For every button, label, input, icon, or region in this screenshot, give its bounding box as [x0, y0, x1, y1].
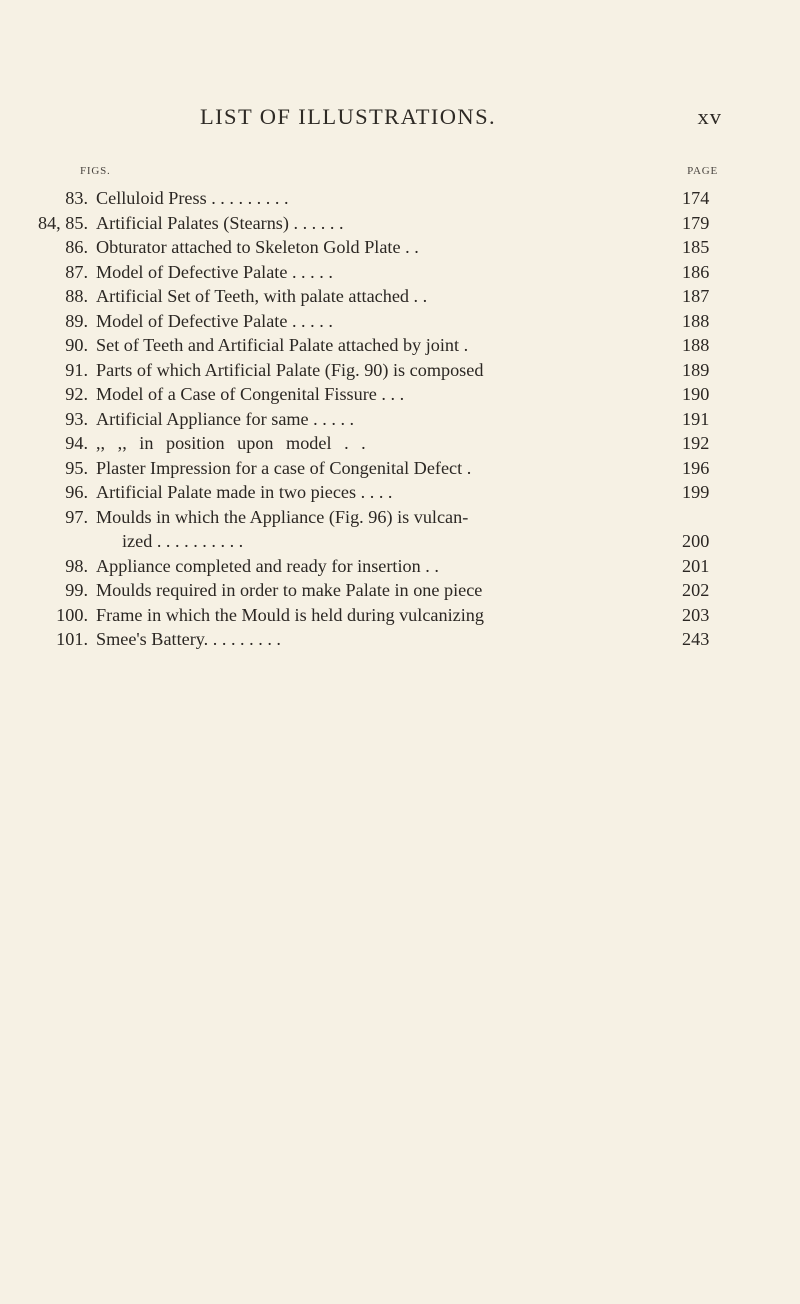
page-ref: 188: [682, 335, 710, 355]
illustration-title: Artificial Appliance for same . . . . .: [96, 408, 355, 429]
figs-column-label: FIGS.: [80, 165, 111, 177]
fig-number: 97.: [65, 506, 88, 527]
illustration-title: Artificial Palates (Stearns) . . . . . .: [96, 212, 344, 233]
fig-number: 92.: [65, 384, 88, 404]
list-item: [0, 456, 800, 481]
illustration-title: Smee's Battery. . . . . . . . .: [96, 629, 281, 649]
list-item: [0, 480, 800, 505]
running-head: [0, 104, 800, 134]
fig-number: 86.: [65, 237, 88, 257]
page-ref: 192: [682, 433, 710, 453]
page-ref: 200: [682, 531, 710, 551]
page-ref: 191: [682, 408, 710, 429]
fig-number: 93.: [65, 408, 88, 429]
fig-number: 100.: [56, 604, 88, 625]
illustration-title: Frame in which the Mould is held during vulcanizing: [96, 604, 484, 625]
fig-number: 98.: [65, 555, 88, 576]
fig-number: 96.: [65, 482, 88, 502]
illustration-title: Obturator attached to Skeleton Gold Plate . .: [96, 237, 419, 257]
list-item: [0, 603, 800, 628]
illustration-title: Moulds in which the Appliance (Fig. 96) is vulcan-: [96, 506, 469, 527]
page-ref: 189: [682, 359, 710, 380]
page-ref: 202: [682, 580, 710, 600]
page-ref: 188: [682, 310, 710, 331]
page-title: LIST OF ILLUSTRATIONS.: [200, 104, 497, 129]
list-item: [0, 358, 800, 383]
page-ref: 196: [682, 457, 710, 478]
illustration-title: Moulds required in order to make Palate in one piece: [96, 580, 483, 600]
illustration-title: Celluloid Press . . . . . . . . .: [96, 188, 289, 208]
illustration-title: Appliance completed and ready for insertion . .: [96, 555, 439, 576]
illustration-title: Artificial Palate made in two pieces . . . .: [96, 482, 393, 502]
column-labels: [0, 165, 800, 181]
page-ref: 201: [682, 555, 710, 576]
fig-number: 101.: [56, 629, 88, 649]
illustration-title: Model of a Case of Congenital Fissure . . .: [96, 384, 405, 404]
illustration-title: Set of Teeth and Artificial Palate attached by joint .: [96, 335, 469, 355]
page-ref: 190: [682, 384, 710, 404]
fig-number: 91.: [65, 359, 88, 380]
page-ref: 199: [682, 482, 710, 502]
list-item: [0, 382, 800, 407]
list-item: [0, 333, 800, 358]
illustration-title: Plaster Impression for a case of Congenital Defect .: [96, 457, 472, 478]
page-number: xv: [697, 104, 722, 129]
fig-number: 90.: [65, 335, 88, 355]
page-ref: 203: [682, 604, 710, 625]
list-item: [0, 431, 800, 456]
fig-number: 95.: [65, 457, 88, 478]
list-item: [0, 260, 800, 285]
list-item: [0, 554, 800, 579]
list-item: [0, 505, 800, 530]
fig-number: 88.: [65, 286, 88, 306]
illustration-title: Model of Defective Palate . . . . .: [96, 310, 333, 331]
list-item: [0, 627, 800, 652]
illustration-title: ized . . . . . . . . . .: [122, 531, 244, 551]
list-item: [0, 235, 800, 260]
list-item: [0, 407, 800, 432]
list-item: [0, 529, 800, 554]
fig-number: 99.: [65, 580, 88, 600]
fig-number: 83.: [65, 188, 88, 208]
page-ref: 243: [682, 629, 710, 649]
list-item: [0, 309, 800, 334]
page-column-label: PAGE: [687, 165, 718, 177]
illustration-title: Model of Defective Palate . . . . .: [96, 261, 333, 282]
illustration-title: Parts of which Artificial Palate (Fig. 90) is composed: [96, 359, 484, 380]
list-item: [0, 211, 800, 236]
list-item: [0, 578, 800, 603]
list-item: [0, 284, 800, 309]
fig-number: 84, 85.: [37, 212, 88, 233]
page-ref: 179: [682, 212, 710, 233]
illustrations-list: [0, 186, 800, 652]
page-ref: 174: [682, 188, 710, 208]
page-ref: 185: [682, 237, 710, 257]
fig-number: 89.: [65, 310, 88, 331]
list-item: [0, 186, 800, 211]
fig-number: 94.: [65, 433, 88, 453]
page-ref: 187: [682, 286, 710, 306]
fig-number: 87.: [65, 261, 88, 282]
illustration-title: ,, ,, in position upon model . .: [96, 433, 366, 453]
illustration-title: Artificial Set of Teeth, with palate attached . .: [96, 286, 428, 306]
page-ref: 186: [682, 261, 710, 282]
